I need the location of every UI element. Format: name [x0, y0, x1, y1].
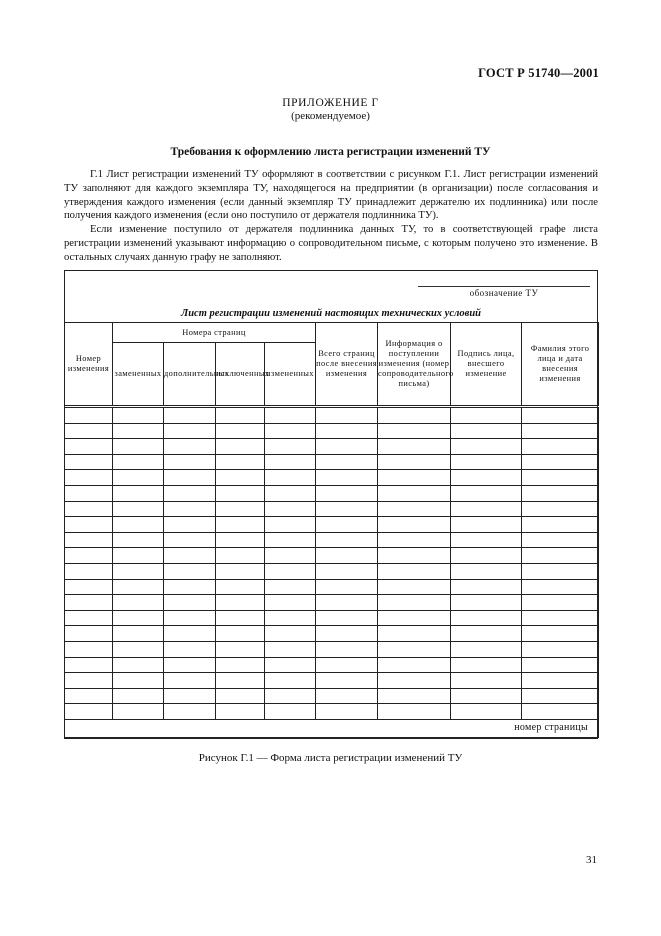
table-cell: [316, 517, 378, 533]
table-cell: [522, 595, 599, 611]
table-cell: [65, 517, 113, 533]
table-cell: [378, 673, 451, 689]
table-row: [65, 704, 599, 720]
table-cell: [216, 485, 265, 501]
paragraph-1: Г.1 Лист регистрации изменений ТУ оформляют в соответствии с рисунком Г.1. Лист регистрации изменений ТУ заполняют для каждого экземпляра ТУ, находящегося на предприятии (в организации) после согласования и утверждения каждого изменения (если данный экземпляр ТУ принадлежит держателю их подлинника) или после получения каждого изменения (если оно поступило от держателя подлинника ТУ).: [64, 169, 598, 222]
table-cell: [522, 439, 599, 455]
table-cell: [522, 470, 599, 486]
table-cell: [216, 563, 265, 579]
table-cell: [522, 657, 599, 673]
table-row: [65, 407, 599, 424]
table-cell: [113, 579, 164, 595]
table-cell: [522, 532, 599, 548]
table-cell: [378, 485, 451, 501]
table-cell: [378, 704, 451, 720]
table-cell: [164, 423, 216, 439]
table-cell: [265, 407, 316, 424]
table-cell: [113, 439, 164, 455]
table-cell: [65, 626, 113, 642]
table-cell: [451, 517, 522, 533]
header-name-date: Фамилия этого лица и дата внесения изменения: [522, 323, 599, 407]
table-cell: [378, 470, 451, 486]
table-cell: [65, 501, 113, 517]
table-cell: [216, 532, 265, 548]
table-cell: [316, 548, 378, 564]
table-cell: [164, 501, 216, 517]
table-cell: [451, 595, 522, 611]
table-cell: [65, 485, 113, 501]
table-cell: [164, 704, 216, 720]
table-cell: [451, 641, 522, 657]
table-cell: [65, 548, 113, 564]
table-cell: [164, 548, 216, 564]
table-cell: [164, 626, 216, 642]
table-cell: [451, 407, 522, 424]
header-signature: Подпись лица, внесшего изменение: [451, 323, 522, 407]
table-cell: [265, 673, 316, 689]
table-cell: [265, 563, 316, 579]
table-cell: [65, 704, 113, 720]
table-cell: [216, 704, 265, 720]
table-cell: [164, 407, 216, 424]
table-row: [65, 688, 599, 704]
table-cell: [522, 517, 599, 533]
table-cell: [216, 548, 265, 564]
table-cell: [451, 626, 522, 642]
table-cell: [316, 626, 378, 642]
table-row: [65, 563, 599, 579]
table-cell: [378, 688, 451, 704]
table-cell: [265, 454, 316, 470]
table-cell: [316, 563, 378, 579]
table-cell: [164, 595, 216, 611]
table-cell: [65, 454, 113, 470]
table-cell: [265, 641, 316, 657]
table-row: [65, 610, 599, 626]
table-cell: [265, 532, 316, 548]
table-cell: [164, 454, 216, 470]
table-cell: [113, 501, 164, 517]
table-cell: [378, 517, 451, 533]
table-cell: [65, 673, 113, 689]
table-cell: [451, 485, 522, 501]
table-cell: [113, 563, 164, 579]
table-cell: [378, 563, 451, 579]
document-code: ГОСТ Р 51740—2001: [478, 66, 599, 80]
table-cell: [378, 579, 451, 595]
table-cell: [451, 470, 522, 486]
table-cell: [216, 626, 265, 642]
header-replaced: замененных: [113, 343, 164, 407]
table-cell: [451, 610, 522, 626]
table-cell: [451, 439, 522, 455]
table-cell: [522, 423, 599, 439]
table-cell: [65, 532, 113, 548]
table-cell: [265, 688, 316, 704]
table-cell: [451, 532, 522, 548]
table-cell: [522, 563, 599, 579]
table-cell: [378, 626, 451, 642]
table-cell: [216, 595, 265, 611]
section-title: Требования к оформлению листа регистрации изменений ТУ: [170, 146, 491, 158]
table-cell: [113, 548, 164, 564]
table-cell: [65, 688, 113, 704]
header-receipt-info: Информация о поступлении изменения (номер сопроводительного письма): [378, 323, 451, 407]
table-cell: [113, 595, 164, 611]
table-row: [65, 673, 599, 689]
table-cell: [65, 407, 113, 424]
table-cell: [522, 501, 599, 517]
table-cell: [216, 439, 265, 455]
table-cell: [216, 454, 265, 470]
table-row: [65, 423, 599, 439]
table-cell: [316, 610, 378, 626]
table-cell: [378, 595, 451, 611]
appendix-subtitle: (рекомендуемое): [291, 110, 370, 122]
designation-label: обозначение ТУ: [469, 288, 539, 298]
table-cell: [378, 532, 451, 548]
table-cell: [378, 501, 451, 517]
table-cell: [113, 532, 164, 548]
table-cell: [316, 673, 378, 689]
table-row: [65, 595, 599, 611]
table-cell: [216, 641, 265, 657]
table-cell: [265, 548, 316, 564]
table-cell: [113, 423, 164, 439]
table-cell: [451, 704, 522, 720]
table-cell: [316, 595, 378, 611]
header-changed: измененных: [265, 343, 316, 407]
table-cell: [265, 501, 316, 517]
table-cell: [451, 423, 522, 439]
table-cell: [522, 454, 599, 470]
table-cell: [378, 610, 451, 626]
table-row: [65, 517, 599, 533]
table-cell: [522, 579, 599, 595]
table-cell: [216, 501, 265, 517]
table-cell: [164, 688, 216, 704]
table-row: [65, 641, 599, 657]
table-cell: [265, 470, 316, 486]
registration-table: [64, 322, 599, 738]
table-row: [65, 501, 599, 517]
table-cell: [164, 657, 216, 673]
table-cell: [164, 517, 216, 533]
table-cell: [378, 454, 451, 470]
table-cell: [316, 579, 378, 595]
table-cell: [216, 470, 265, 486]
table-cell: [113, 517, 164, 533]
table-cell: [378, 548, 451, 564]
table-cell: [378, 439, 451, 455]
table-cell: [522, 673, 599, 689]
table-cell: [216, 407, 265, 424]
table-cell: [164, 532, 216, 548]
table-row: [65, 532, 599, 548]
table-row: [65, 579, 599, 595]
table-cell: [316, 407, 378, 424]
table-cell: [216, 657, 265, 673]
table-cell: [316, 688, 378, 704]
table-cell: [216, 610, 265, 626]
table-cell: [65, 595, 113, 611]
table-cell: [265, 657, 316, 673]
form-title: Лист регистрации изменений настоящих технических условий: [180, 308, 482, 319]
header-change-number: Номер изменения: [65, 323, 113, 407]
table-cell: [65, 610, 113, 626]
table-cell: [265, 626, 316, 642]
appendix-title: ПРИЛОЖЕНИЕ Г: [282, 97, 379, 109]
table-cell: [316, 657, 378, 673]
table-cell: [164, 579, 216, 595]
table-cell: [113, 688, 164, 704]
table-cell: [216, 673, 265, 689]
figure-caption: Рисунок Г.1 — Форма листа регистрации изменений ТУ: [198, 752, 463, 764]
table-cell: [378, 423, 451, 439]
table-cell: [316, 704, 378, 720]
table-cell: [451, 673, 522, 689]
table-cell: [316, 439, 378, 455]
table-cell: [316, 532, 378, 548]
header-total-pages: Всего страниц после внесения изменения: [316, 323, 378, 407]
table-cell: [451, 688, 522, 704]
table-cell: [113, 657, 164, 673]
table-cell: [113, 704, 164, 720]
table-cell: [378, 641, 451, 657]
table-cell: [265, 485, 316, 501]
table-cell: [65, 423, 113, 439]
header-additional: дополнительных: [164, 343, 216, 407]
table-cell: [113, 610, 164, 626]
table-cell: [265, 579, 316, 595]
table-cell: [113, 454, 164, 470]
table-cell: [316, 485, 378, 501]
table-cell: [451, 501, 522, 517]
table-cell: [216, 579, 265, 595]
designation-line: [418, 286, 590, 287]
header-page-numbers: Номера страниц: [113, 323, 316, 343]
table-row: [65, 657, 599, 673]
table-cell: [113, 485, 164, 501]
table-cell: [65, 641, 113, 657]
table-cell: [113, 641, 164, 657]
header-excluded: исключенных: [216, 343, 265, 407]
table-cell: [164, 563, 216, 579]
table-row: [65, 439, 599, 455]
table-cell: [522, 641, 599, 657]
table-body: [65, 407, 599, 720]
table-cell: [164, 485, 216, 501]
table-cell: [522, 407, 599, 424]
table-cell: [522, 688, 599, 704]
table-cell: [316, 501, 378, 517]
table-cell: [522, 610, 599, 626]
table-cell: [216, 423, 265, 439]
table-cell: [65, 439, 113, 455]
table-cell: [265, 423, 316, 439]
table-cell: [451, 548, 522, 564]
table-cell: [216, 517, 265, 533]
table-cell: [522, 485, 599, 501]
page-number-label: номер страницы: [65, 719, 599, 737]
table-cell: [316, 423, 378, 439]
table-cell: [216, 688, 265, 704]
table-cell: [113, 673, 164, 689]
table-cell: [265, 595, 316, 611]
paragraph-2: Если изменение поступило от держателя подлинника данных ТУ, то в соответствующей графе листа регистрации изменений указывают информацию о сопроводительном письме, с которым получено это изменение. В остальных случаях данную графу не заполняют.: [64, 224, 598, 263]
table-cell: [451, 579, 522, 595]
table-cell: [65, 563, 113, 579]
table-cell: [316, 470, 378, 486]
table-row: [65, 485, 599, 501]
table-cell: [316, 454, 378, 470]
table-cell: [522, 626, 599, 642]
table-cell: [113, 470, 164, 486]
table-cell: [316, 641, 378, 657]
table-cell: [451, 657, 522, 673]
table-cell: [522, 704, 599, 720]
table-cell: [113, 626, 164, 642]
table-cell: [65, 657, 113, 673]
table-cell: [265, 704, 316, 720]
page-number: 31: [586, 854, 597, 866]
table-cell: [522, 548, 599, 564]
table-cell: [265, 439, 316, 455]
table-cell: [378, 657, 451, 673]
table-cell: [164, 610, 216, 626]
table-cell: [65, 579, 113, 595]
table-cell: [113, 407, 164, 424]
table-cell: [164, 641, 216, 657]
table-cell: [451, 563, 522, 579]
table-cell: [378, 407, 451, 424]
table-row: [65, 454, 599, 470]
table-cell: [164, 673, 216, 689]
table-row: [65, 548, 599, 564]
table-cell: [164, 439, 216, 455]
table-cell: [65, 470, 113, 486]
table-cell: [265, 610, 316, 626]
table-row: [65, 626, 599, 642]
table-cell: [164, 470, 216, 486]
table-cell: [451, 454, 522, 470]
table-row: [65, 470, 599, 486]
table-cell: [265, 517, 316, 533]
body-text: [64, 168, 598, 265]
